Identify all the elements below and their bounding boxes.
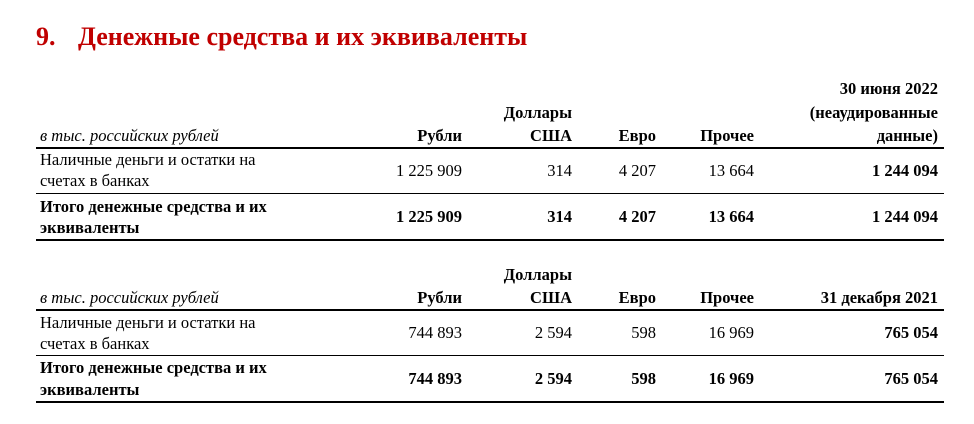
- row-cash-eur: 4 207: [618, 161, 656, 180]
- header-rub: Рубли: [417, 126, 462, 145]
- header-unit: в тыс. российских рублей: [40, 126, 219, 145]
- row-total-label-line1: Итого денежные средства и их: [40, 197, 267, 216]
- row-total-rub: 744 893: [408, 369, 462, 388]
- row-cash-rub: 1 225 909: [396, 161, 462, 180]
- row-total-other: 13 664: [708, 207, 754, 226]
- header-other: Прочее: [700, 126, 754, 145]
- header-eur: Евро: [618, 288, 656, 307]
- header-rule: [36, 147, 944, 149]
- section-number: 9.: [36, 22, 56, 51]
- header-eur: Евро: [618, 126, 656, 145]
- row-total-usd: 314: [547, 207, 572, 226]
- header-unit: в тыс. российских рублей: [40, 288, 219, 307]
- row-rule: [36, 193, 944, 194]
- header-other: Прочее: [700, 288, 754, 307]
- row-cash-other: 16 969: [708, 323, 754, 342]
- table-bottom-rule: [36, 401, 944, 403]
- row-total-label-line1: Итого денежные средства и их: [40, 358, 267, 377]
- header-usd-line1: Доллары: [503, 103, 572, 122]
- row-cash-eur: 598: [631, 323, 656, 342]
- row-cash-usd: 2 594: [534, 323, 572, 342]
- section-title-text: Денежные средства и их эквиваленты: [78, 22, 528, 51]
- row-cash-label-line1: Наличные деньги и остатки на: [40, 150, 256, 169]
- row-cash-rub: 744 893: [408, 323, 462, 342]
- header-usd-line2: США: [530, 288, 572, 307]
- row-cash-usd: 314: [547, 161, 572, 180]
- row-total-rub: 1 225 909: [396, 207, 462, 226]
- row-total-eur: 598: [631, 369, 656, 388]
- row-total-total: 765 054: [884, 369, 938, 388]
- row-cash-label-line2: счетах в банках: [40, 334, 150, 353]
- header-total-line1: 30 июня 2022: [839, 79, 938, 98]
- header-rule: [36, 309, 944, 311]
- row-rule: [36, 355, 944, 356]
- header-usd-line1: Доллары: [503, 265, 572, 284]
- header-total-line3: данные): [876, 126, 938, 145]
- row-cash-label-line2: счетах в банках: [40, 171, 150, 190]
- row-cash-other: 13 664: [708, 161, 754, 180]
- header-usd-line2: США: [530, 126, 572, 145]
- row-cash-total: 765 054: [884, 323, 938, 342]
- row-cash-total: 1 244 094: [872, 161, 938, 180]
- header-rub: Рубли: [417, 288, 462, 307]
- row-total-other: 16 969: [708, 369, 754, 388]
- row-total-usd: 2 594: [534, 369, 572, 388]
- table-bottom-rule: [36, 239, 944, 241]
- row-cash-label-line1: Наличные деньги и остатки на: [40, 313, 256, 332]
- row-total-label-line2: эквиваленты: [40, 218, 140, 237]
- row-total-label-line2: эквиваленты: [40, 380, 140, 399]
- section-title: [36, 22, 527, 52]
- header-total: 31 декабря 2021: [820, 288, 938, 307]
- row-total-total: 1 244 094: [872, 207, 938, 226]
- row-total-eur: 4 207: [618, 207, 656, 226]
- header-total-line2: (неаудированные: [809, 103, 938, 122]
